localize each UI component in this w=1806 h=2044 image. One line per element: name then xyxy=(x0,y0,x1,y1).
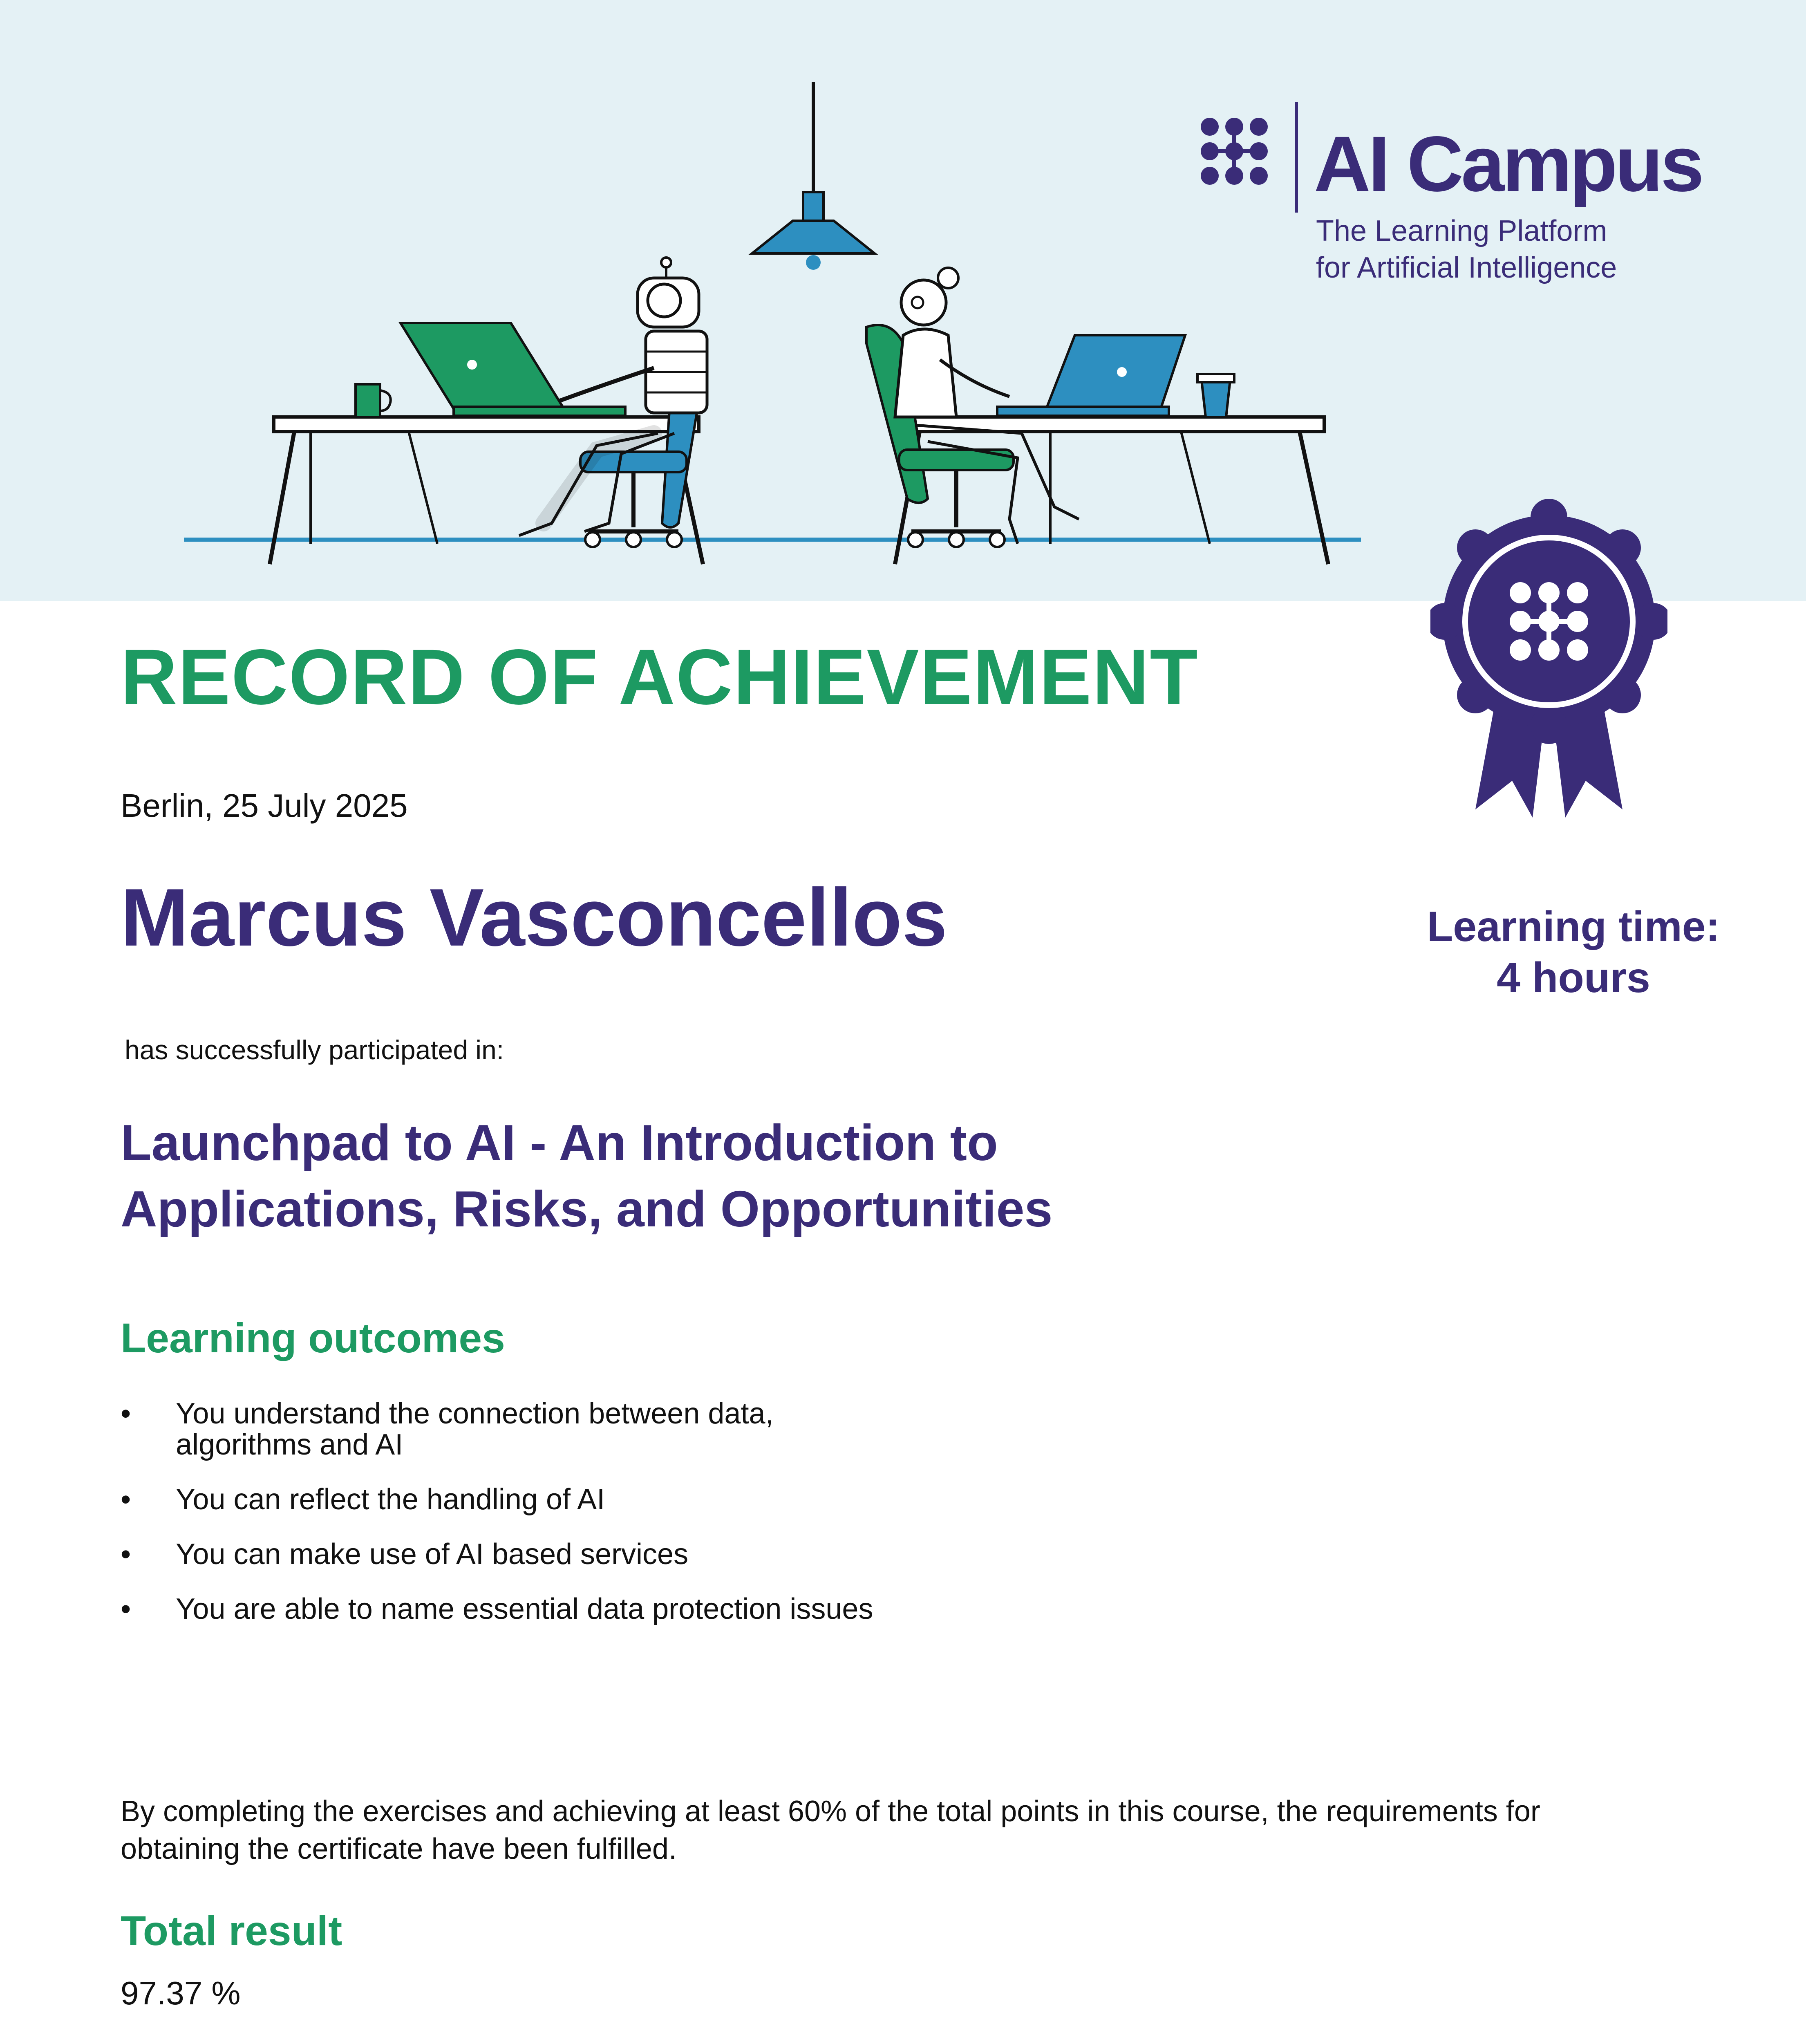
bullet: • xyxy=(121,1593,131,1625)
outcome-text: You understand the connection between data, algorithms and AI xyxy=(176,1397,774,1461)
outcomes-list xyxy=(121,1398,897,1648)
lamp-icon xyxy=(752,82,875,270)
total-result-value: 97.37 % xyxy=(121,1975,241,2011)
list-item xyxy=(121,1398,897,1460)
outcome-text: You can reflect the handling of AI xyxy=(176,1483,605,1516)
list-item xyxy=(121,1539,897,1570)
learning-time xyxy=(1390,901,1757,1004)
outcome-text: You are able to name essential data protection issues xyxy=(176,1593,873,1625)
total-result-heading: Total result xyxy=(121,1907,342,1954)
logo-tagline-line-1: The Learning Platform xyxy=(1316,215,1607,247)
course-title-line-2: Applications, Risks, and Opportunities xyxy=(121,1181,1053,1237)
office-illustration xyxy=(172,74,1373,589)
logo-divider xyxy=(1295,102,1298,213)
requirement-text: By completing the exercises and achieving at least 60% of the total points in this course, the requirements for obtaining the certificate have been fulfilled. xyxy=(121,1795,1540,1865)
issue-date: Berlin, 25 July 2025 xyxy=(121,787,408,824)
logo-tagline-line-2: for Artificial Intelligence xyxy=(1316,251,1617,284)
bullet: • xyxy=(121,1483,131,1516)
seal-icon xyxy=(1430,499,1667,826)
laptop-icon xyxy=(401,323,625,416)
recipient-name: Marcus Vasconcellos xyxy=(121,872,948,963)
bullet: • xyxy=(121,1397,131,1430)
course-title-line-1: Launchpad to AI - An Introduction to xyxy=(121,1115,998,1171)
participated-text: has successfully participated in: xyxy=(125,1035,504,1065)
list-item xyxy=(121,1484,897,1515)
list-item xyxy=(121,1594,897,1625)
course-title xyxy=(121,1110,1347,1242)
laptop-icon-right xyxy=(997,335,1185,416)
cup-icon xyxy=(1197,374,1234,417)
certificate-title: RECORD OF ACHIEVEMENT xyxy=(121,633,1199,721)
bullet: • xyxy=(121,1538,131,1571)
outcome-text: You can make use of AI based services xyxy=(176,1538,689,1571)
logo-tagline xyxy=(1316,213,1617,286)
mug-icon xyxy=(356,384,391,417)
learning-time-value: 4 hours xyxy=(1497,954,1650,1002)
outcomes-heading: Learning outcomes xyxy=(121,1315,505,1361)
learning-time-label: Learning time: xyxy=(1427,903,1720,950)
logo-name: AI Campus xyxy=(1314,120,1702,208)
